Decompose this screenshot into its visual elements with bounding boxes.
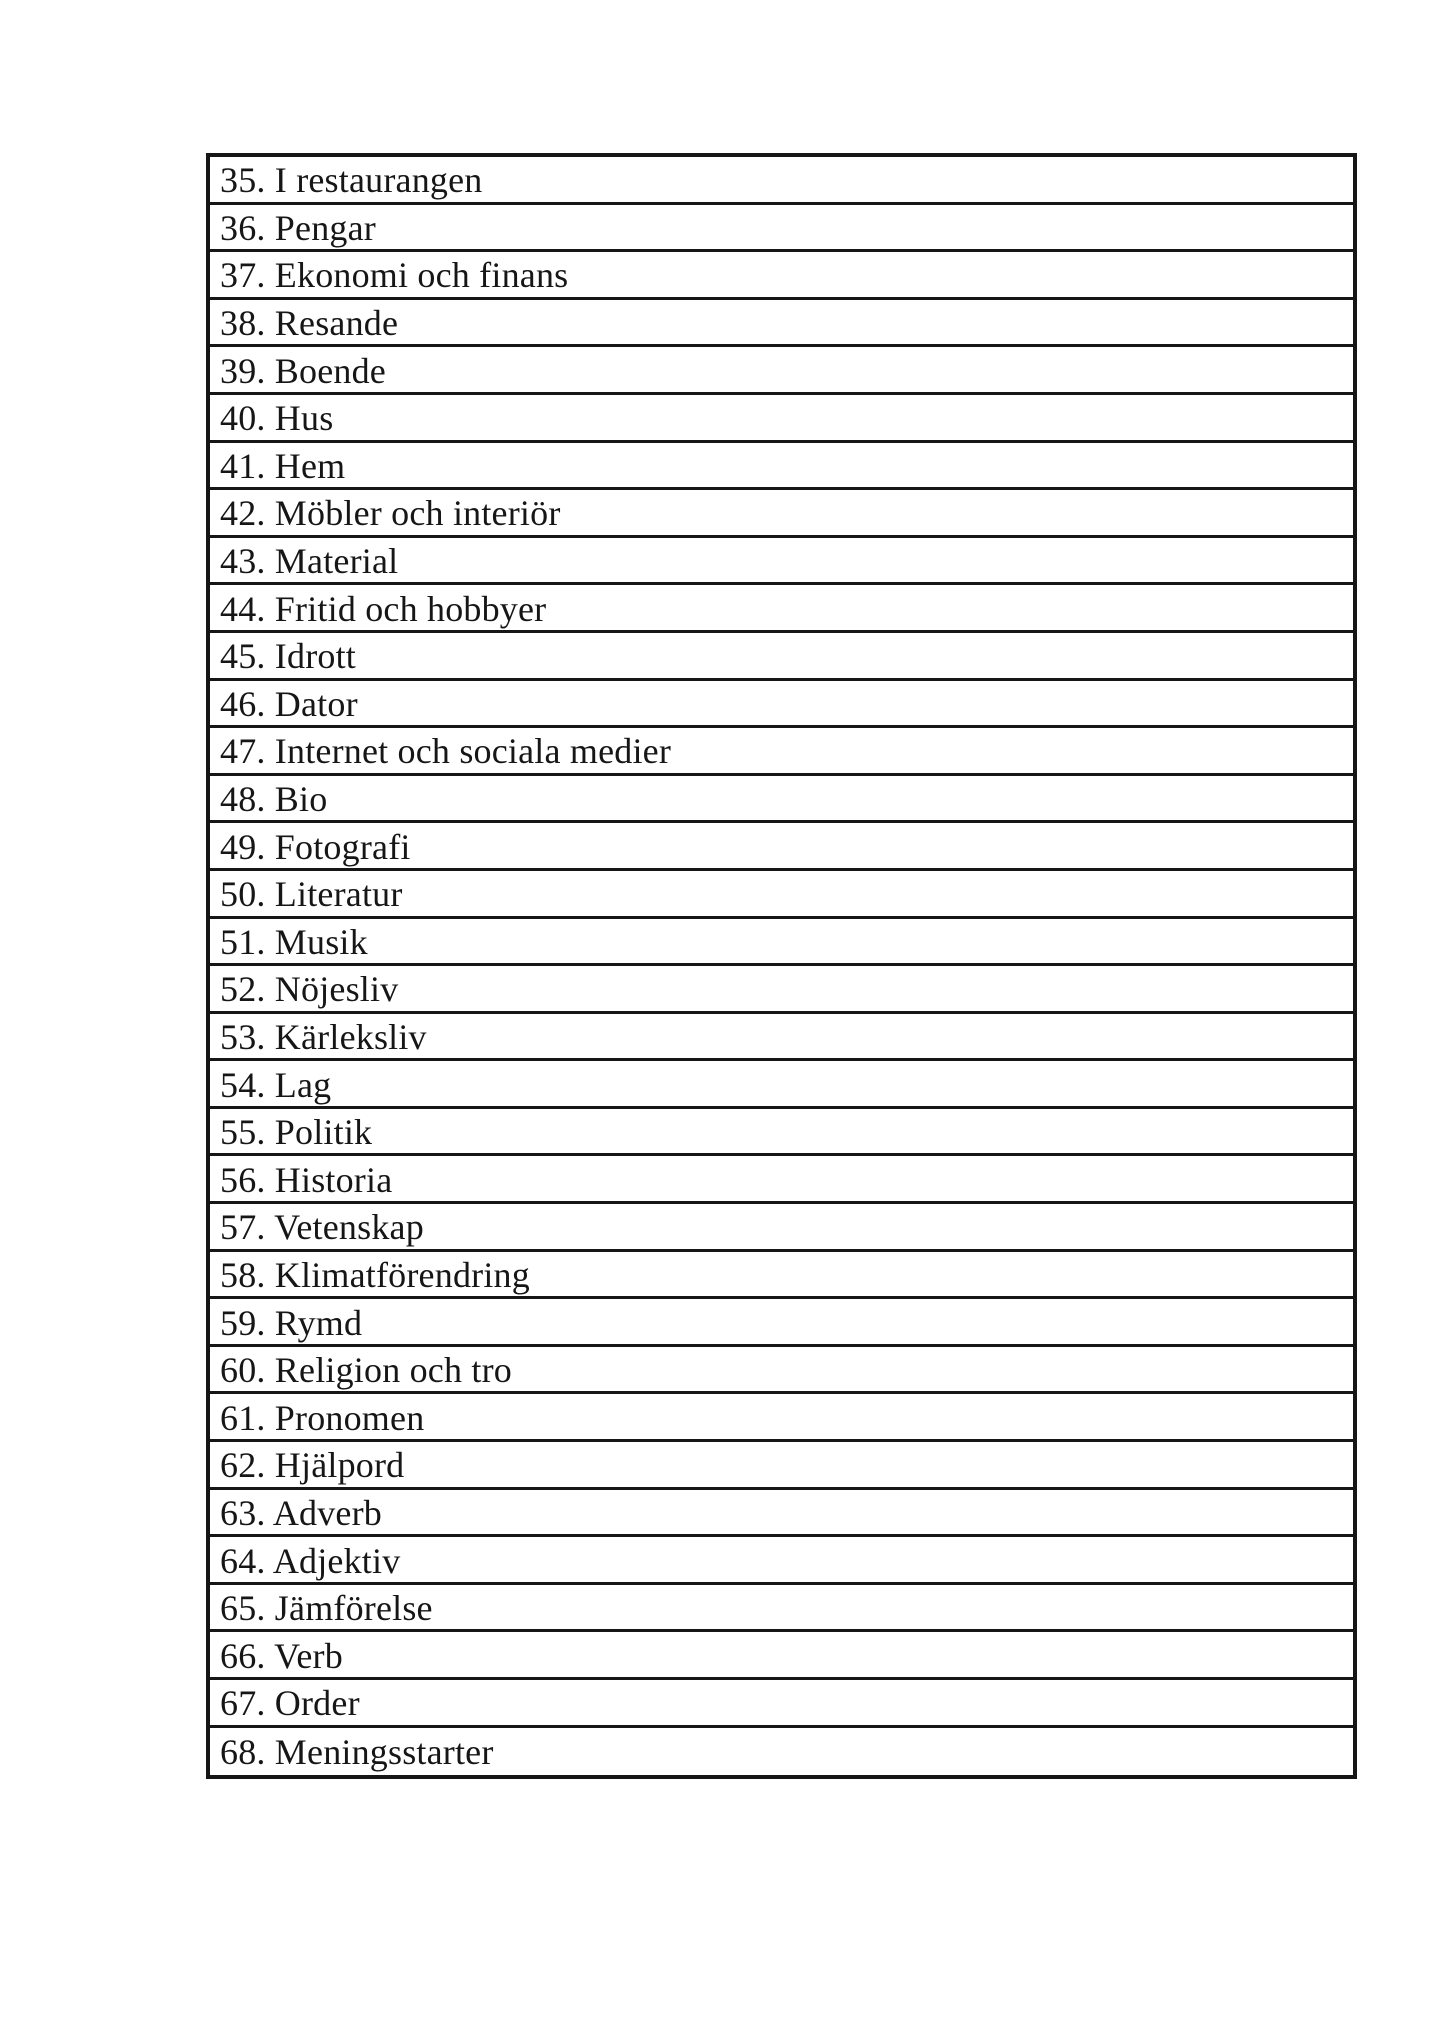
chapter-entry: 44. Fritid och hobbyer [220,588,547,629]
table-row [210,1061,1353,1109]
chapter-entry: 54. Lag [220,1064,332,1105]
chapter-entry: 58. Klimatförendring [220,1254,530,1295]
table-row [210,585,1353,633]
chapter-entry: 35. I restaurangen [220,160,483,201]
table-row [210,1585,1353,1633]
table-row [210,157,1353,205]
table-row [210,633,1353,681]
table-row [210,776,1353,824]
table-row [210,966,1353,1014]
table-row [210,205,1353,253]
table-row [210,1109,1353,1157]
chapter-entry: 38. Resande [220,303,399,344]
chapter-entry: 45. Idrott [220,636,356,677]
table-row [210,252,1353,300]
chapter-entry: 56. Historia [220,1159,393,1200]
chapter-entry: 57. Vetenskap [220,1207,424,1248]
chapter-entry: 60. Religion och tro [220,1350,512,1391]
table-row [210,1014,1353,1062]
table-row [210,538,1353,586]
chapter-entry: 65. Jämförelse [220,1588,433,1629]
table-row [210,1394,1353,1442]
chapter-entry: 42. Möbler och interiör [220,493,561,534]
table-row [210,823,1353,871]
table-row [210,1204,1353,1252]
table-row [210,300,1353,348]
chapter-entry: 59. Rymd [220,1302,363,1343]
table-row [210,1490,1353,1538]
chapter-entry: 55. Politik [220,1112,373,1153]
chapter-entry: 36. Pengar [220,207,376,248]
table-row [210,1299,1353,1347]
chapter-entry: 64. Adjektiv [220,1540,401,1581]
chapter-entry: 68. Meningsstarter [220,1732,494,1773]
chapter-entry: 67. Order [220,1683,360,1724]
table-row [210,490,1353,538]
chapter-entry: 41. Hem [220,445,346,486]
chapter-entry: 50. Literatur [220,874,403,915]
chapter-entry: 46. Dator [220,683,358,724]
table-row [210,871,1353,919]
table-row [210,919,1353,967]
table-row [210,443,1353,491]
chapter-entry: 49. Fotografi [220,826,411,867]
chapter-entry: 66. Verb [220,1635,343,1676]
table-row [210,1252,1353,1300]
table-row [210,728,1353,776]
table-row [210,347,1353,395]
chapter-entry: 63. Adverb [220,1492,382,1533]
chapter-entry: 52. Nöjesliv [220,969,399,1010]
chapter-entry: 61. Pronomen [220,1397,425,1438]
chapter-entry: 53. Kärleksliv [220,1016,427,1057]
chapter-entry: 62. Hjälpord [220,1445,405,1486]
chapter-entry: 39. Boende [220,350,386,391]
table-row [210,1632,1353,1680]
chapter-entry: 47. Internet och sociala medier [220,731,672,772]
table-row [210,395,1353,443]
chapter-entry: 48. Bio [220,779,328,820]
chapters-table [206,153,1357,1779]
table-row [210,1680,1353,1728]
chapter-entry: 43. Material [220,541,399,582]
table-row [210,681,1353,729]
table-row [210,1537,1353,1585]
table-row [210,1728,1353,1776]
chapter-entry: 51. Musik [220,921,368,962]
chapter-entry: 37. Ekonomi och finans [220,255,569,296]
chapter-entry: 40. Hus [220,398,334,439]
table-row [210,1156,1353,1204]
table-row [210,1347,1353,1395]
table-row [210,1442,1353,1490]
